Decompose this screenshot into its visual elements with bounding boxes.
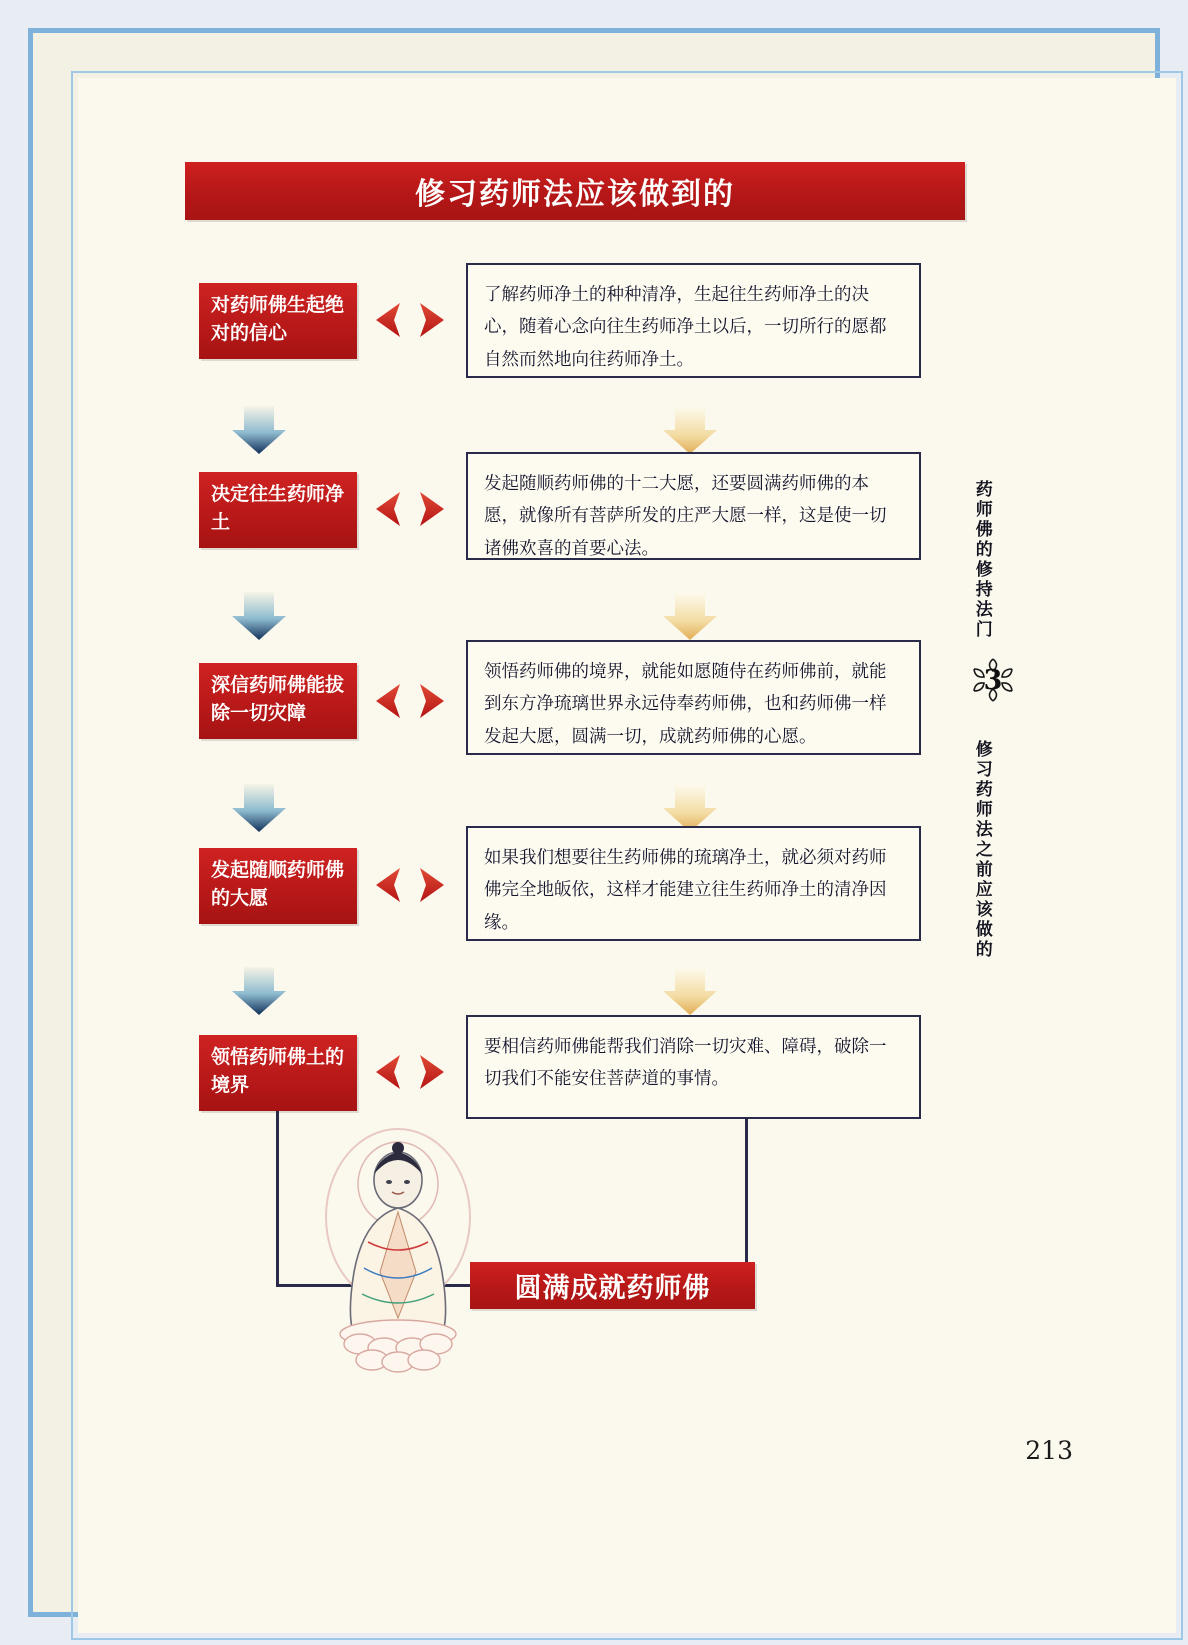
step-description-4: 如果我们想要往生药师佛的琉璃净土，就必须对药师佛完全地皈依，这样才能建立往生药师净土的清净因缘。	[466, 826, 921, 941]
down-arrow-icon	[659, 590, 721, 642]
down-arrow-icon	[228, 782, 290, 834]
step-description-5: 要相信药师佛能帮我们消除一切灾难、障碍，破除一切我们不能安住菩萨道的事情。	[466, 1015, 921, 1119]
final-result-label: 圆满成就药师佛	[514, 1273, 711, 1304]
down-arrow-icon	[659, 404, 721, 456]
final-result-banner	[470, 1262, 755, 1309]
down-arrow-icon	[228, 965, 290, 1017]
double-arrow-icon	[364, 297, 456, 343]
chapter-number: 3	[983, 664, 1003, 696]
page-number: 213	[1025, 1436, 1073, 1465]
step-label-4: 发起随顺药师佛的大愿	[199, 848, 357, 924]
double-arrow-icon	[364, 862, 456, 908]
down-arrow-icon	[659, 965, 721, 1017]
side-heading-top: 药师佛的修持法门	[971, 480, 992, 640]
buddha-illustration	[288, 1122, 508, 1382]
diagram-title-banner	[185, 162, 965, 220]
connector-line-left	[276, 1111, 279, 1286]
step-label-3: 深信药师佛能拔除一切灾障	[199, 663, 357, 739]
down-arrow-icon	[228, 404, 290, 456]
down-arrow-icon	[228, 590, 290, 642]
step-label-1: 对药师佛生起绝对的信心	[199, 283, 357, 359]
connector-line-right	[745, 1119, 748, 1286]
step-description-3: 领悟药师佛的境界，就能如愿随侍在药师佛前，就能到东方净琉璃世界永远侍奉药师佛，也和药师佛一样发起大愿，圆满一切，成就药师佛的心愿。	[466, 640, 921, 755]
diagram-title: 修习药师法应该做到的	[415, 177, 735, 212]
side-heading-bottom: 修习药师法之前应该做的	[971, 740, 992, 960]
double-arrow-icon	[364, 1049, 456, 1095]
chapter-number-badge	[968, 655, 1018, 705]
step-label-2: 决定往生药师净土	[199, 472, 357, 548]
double-arrow-icon	[364, 486, 456, 532]
double-arrow-icon	[364, 678, 456, 724]
step-description-2: 发起随顺药师佛的十二大愿，还要圆满药师佛的本愿，就像所有菩萨所发的庄严大愿一样，这是使一切诸佛欢喜的首要心法。	[466, 452, 921, 560]
step-description-1: 了解药师净土的种种清净，生起往生药师净土的决心，随着心念向往生药师净土以后，一切所行的愿都自然而然地向往药师净土。	[466, 263, 921, 378]
step-label-5: 领悟药师佛土的境界	[199, 1035, 357, 1111]
